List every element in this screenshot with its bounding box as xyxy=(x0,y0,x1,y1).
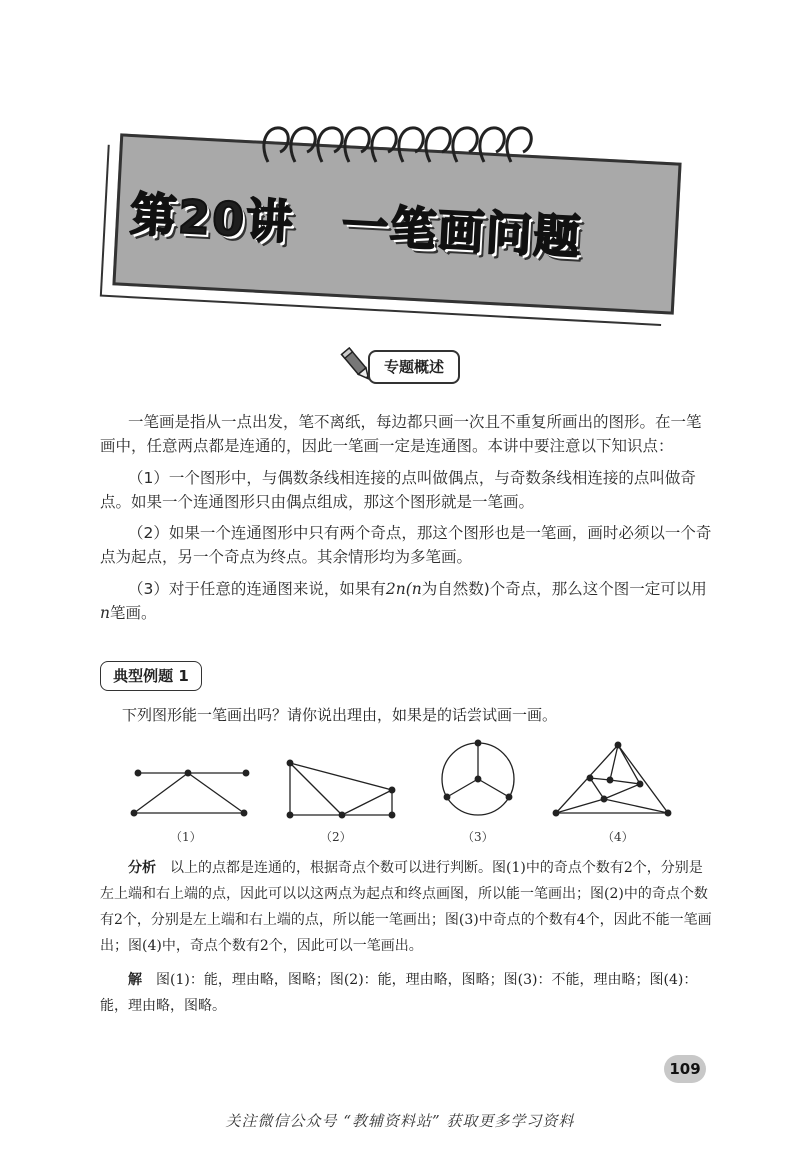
chapter-number: 第20讲 xyxy=(128,186,296,250)
solution-text: 图(1)：能，理由略，图略；图(2)：能，理由略，图略；图(3)：不能，理由略；图(4)：能，理由略，图略。 xyxy=(100,972,698,1014)
figure-3-label: （3） xyxy=(462,830,494,844)
figure-2-label: （2） xyxy=(320,830,352,844)
analysis-text: 以上的点都是连通的，根据奇点个数可以进行判断。图(1)中的奇点个数有2个，分别是左上端和右上端的点，因此可以以这两点为起点和终点画图，所以能一笔画出；图(2)中的奇点个数有2个，分别是左上端和右上端的点，所以能一笔画出；图(3)中奇点的个数有4个，因此不能一笔画出；图(4)中，奇点个数有2个，因此可以一笔画出。 xyxy=(100,860,712,954)
solution-lead: 解 xyxy=(128,972,142,988)
analysis-lead: 分析 xyxy=(128,860,156,876)
figure-1 xyxy=(131,770,249,816)
solution-paragraph xyxy=(100,967,715,1019)
figure-2 xyxy=(287,760,395,818)
overview-paragraph-2: （1）一个图形中，与偶数条线相连接的点叫做偶点，与奇数条线相连接的点叫做奇点。如果一个连通图形只由偶点组成，那这个图形就是一笔画。 xyxy=(100,469,696,511)
page-number: 109 xyxy=(664,1055,706,1083)
example-question: 下列图形能一笔画出吗？请你说出理由，如果是的话尝试画一画。 xyxy=(122,706,558,724)
figure-1-label: （1） xyxy=(170,830,202,844)
p4-part-e: 笔画。 xyxy=(109,604,157,622)
overview-tag: 专题概述 xyxy=(368,350,460,384)
figure-4 xyxy=(553,742,671,816)
overview-paragraph-4 xyxy=(100,577,715,625)
p4-n: n xyxy=(100,604,110,622)
overview-paragraph-1: 一笔画是指从一点出发，笔不离纸，每边都只画一次且不重复所画出的图形。在一笔画中，任意两点都是连通的，因此一笔画一定是连通图。本讲中要注意以下知识点： xyxy=(100,413,702,455)
figure-4-label: （4） xyxy=(602,830,634,844)
footer-note: 关注微信公众号 “教辅资料站” 获取更多学习资料 xyxy=(225,1112,575,1130)
figure-3 xyxy=(442,740,514,815)
p4-part-a: （3）对于任意的连通图来说，如果有 xyxy=(128,580,386,598)
example-tag: 典型例题 1 xyxy=(100,661,202,691)
binder-rings-icon xyxy=(258,122,538,174)
chapter-topic: 一笔画问题 xyxy=(340,198,584,265)
analysis-paragraph xyxy=(100,855,715,959)
p4-formula: 2n(n xyxy=(385,580,422,598)
overview-paragraph-3: （2）如果一个连通图形中只有两个奇点，那这个图形也是一笔画，画时必须以一个奇点为起点，另一个奇点为终点。其余情形均为多笔画。 xyxy=(100,524,712,566)
p4-part-c: 为自然数)个奇点，那么这个图一定可以用 xyxy=(421,580,707,598)
